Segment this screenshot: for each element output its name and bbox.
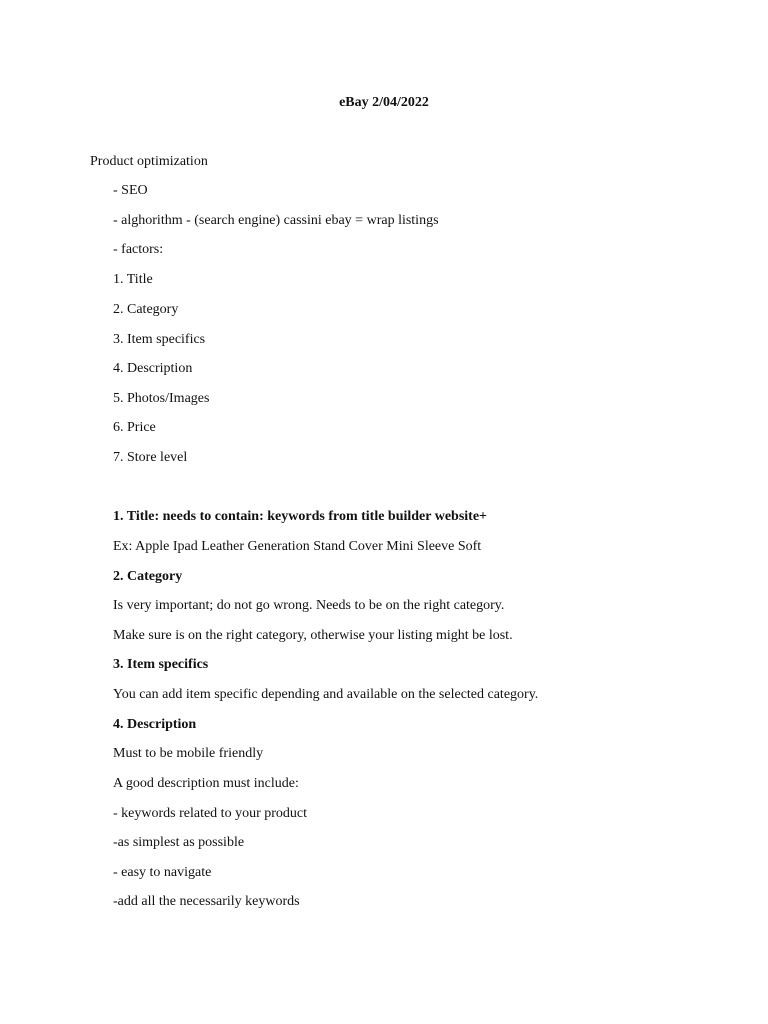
item-specifics-line: You can add item specific depending and available on the selected category. (113, 687, 539, 702)
description-line: A good description must include: (113, 776, 299, 791)
overview-factors-label: - factors: (113, 242, 164, 257)
description-bullet: - easy to navigate (113, 865, 212, 880)
section-heading: Product optimization (90, 154, 208, 169)
document-title: eBay 2/04/2022 (339, 95, 429, 110)
factor-item: 2. Category (113, 302, 179, 317)
factor-item: 3. Item specifics (113, 332, 206, 347)
factor-item: 7. Store level (113, 450, 188, 465)
category-section-line: Is very important; do not go wrong. Needs to be on the right category. (113, 598, 505, 613)
factor-item: 5. Photos/Images (113, 391, 210, 406)
category-section-line: Make sure is on the right category, otherwise your listing might be lost. (113, 628, 513, 643)
description-line: Must to be mobile friendly (113, 746, 264, 761)
overview-algorithm: - alghorithm - (search engine) cassini ebay = wrap listings (113, 213, 439, 228)
factor-item: 4. Description (113, 361, 193, 376)
factor-item: 6. Price (113, 420, 156, 435)
description-bullet: -add all the necessarily keywords (113, 894, 300, 909)
description-bullet: - keywords related to your product (113, 806, 307, 821)
title-section-heading: 1. Title: needs to contain: keywords from title builder website+ (113, 509, 488, 524)
description-bullet: -as simplest as possible (113, 835, 245, 850)
description-heading: 4. Description (113, 717, 197, 732)
overview-seo: - SEO (113, 183, 148, 198)
category-section-heading: 2. Category (113, 569, 183, 584)
factor-item: 1. Title (113, 272, 153, 287)
title-section-example: Ex: Apple Ipad Leather Generation Stand Cover Mini Sleeve Soft (113, 539, 482, 554)
item-specifics-heading: 3. Item specifics (113, 657, 209, 672)
